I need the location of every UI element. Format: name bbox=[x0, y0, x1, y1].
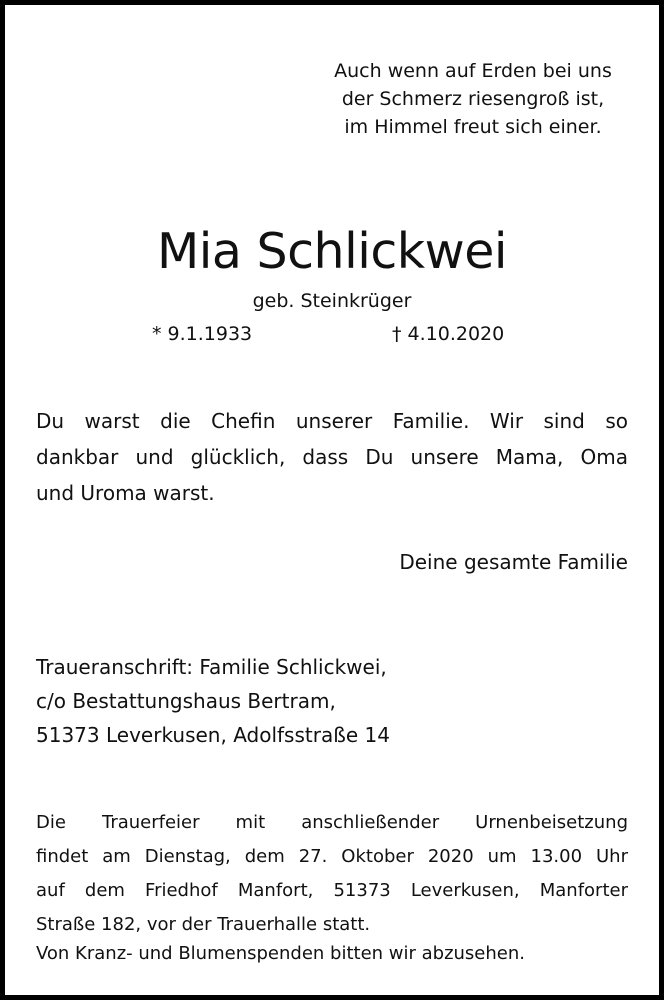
ceremony-line: Die Trauerfeier mit anschließender Urnenbeisetzung bbox=[36, 812, 628, 833]
mourning-address bbox=[36, 650, 628, 752]
ceremony-details bbox=[36, 806, 628, 942]
verse-line: Auch wenn auf Erden bei uns bbox=[334, 60, 612, 82]
birth-date: * 9.1.1933 bbox=[152, 323, 253, 345]
verse-line: im Himmel freut sich einer. bbox=[344, 116, 602, 138]
verse bbox=[300, 57, 646, 141]
signature: Deine gesamte Familie bbox=[399, 550, 628, 574]
address-line: 51373 Leverkusen, Adolfsstraße 14 bbox=[36, 723, 390, 747]
flowers-note: Von Kranz- und Blumenspenden bitten wir abzusehen. bbox=[36, 943, 525, 964]
address-line: c/o Bestattungshaus Bertram, bbox=[36, 689, 336, 713]
personal-message bbox=[36, 403, 628, 511]
ceremony-line: auf dem Friedhof Manfort, 51373 Leverkusen, Manforter bbox=[36, 880, 628, 901]
death-date: † 4.10.2020 bbox=[392, 323, 505, 345]
message-line: Du warst die Chefin unserer Familie. Wir sind so bbox=[36, 409, 628, 433]
ceremony-line: findet am Dienstag, dem 27. Oktober 2020 um 13.00 Uhr bbox=[36, 846, 628, 867]
ceremony-line: Straße 182, vor der Trauerhalle statt. bbox=[36, 914, 371, 935]
deceased-name: Mia Schlickwei bbox=[157, 223, 507, 280]
address-line: Traueranschrift: Familie Schlickwei, bbox=[36, 655, 387, 679]
message-line: dankbar und glücklich, dass Du unsere Mama, Oma bbox=[36, 445, 628, 469]
maiden-name: geb. Steinkrüger bbox=[252, 290, 412, 312]
verse-line: der Schmerz riesengroß ist, bbox=[341, 88, 605, 110]
message-line: und Uroma warst. bbox=[36, 481, 215, 505]
